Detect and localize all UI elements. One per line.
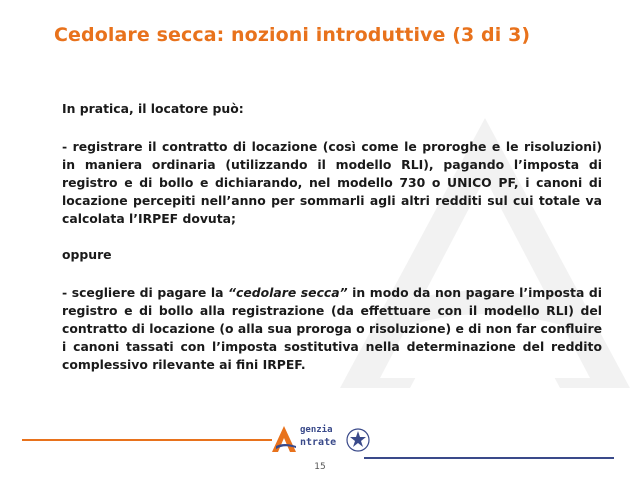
option-cedolare-secca [62,284,602,374]
logo-text-line1: genzia [300,425,333,435]
slide-body [62,100,602,374]
republic-emblem-icon [347,429,369,451]
option-cedolare-prefix: - scegliere di pagare la [62,285,229,300]
oppure-text: oppure [62,247,112,262]
footer-rule-right [364,457,614,459]
footer-rule-left [22,439,272,441]
page-title: Cedolare secca: nozioni introduttive (3 di 3) [54,24,531,46]
page-number: 15 [314,462,326,472]
intro-text: In pratica, il locatore può: [62,101,244,116]
option-ordinary-registration: - registrare il contratto di locazione (così come le proroghe e le risoluzioni) in maniera ordinaria (utilizzando il modello RLI), pagando l’imposta di registro e di bollo e dichiarando, nel modello 730 o UNICO PF, i canoni di locazione percepiti nell’anno per sommarli agli altri redditi sul cui totale va calcolata l’IRPEF dovuta; [62,139,602,226]
logo-text-line2: ntrate [300,437,337,448]
cedolare-secca-emphasis: “cedolare secca” [228,285,348,300]
option-cedolare-suffix: in modo da non pagare l’imposta di registro e di bollo alla registrazione (da effettuare con il modello RLI) del contratto di locazione (o alla sua proroga o risoluzione) e di non far confluire i canoni tassati con l’imposta sostitutiva nella determinazione del reddito complessivo rilevante ai fini IRPEF. [62,285,603,372]
